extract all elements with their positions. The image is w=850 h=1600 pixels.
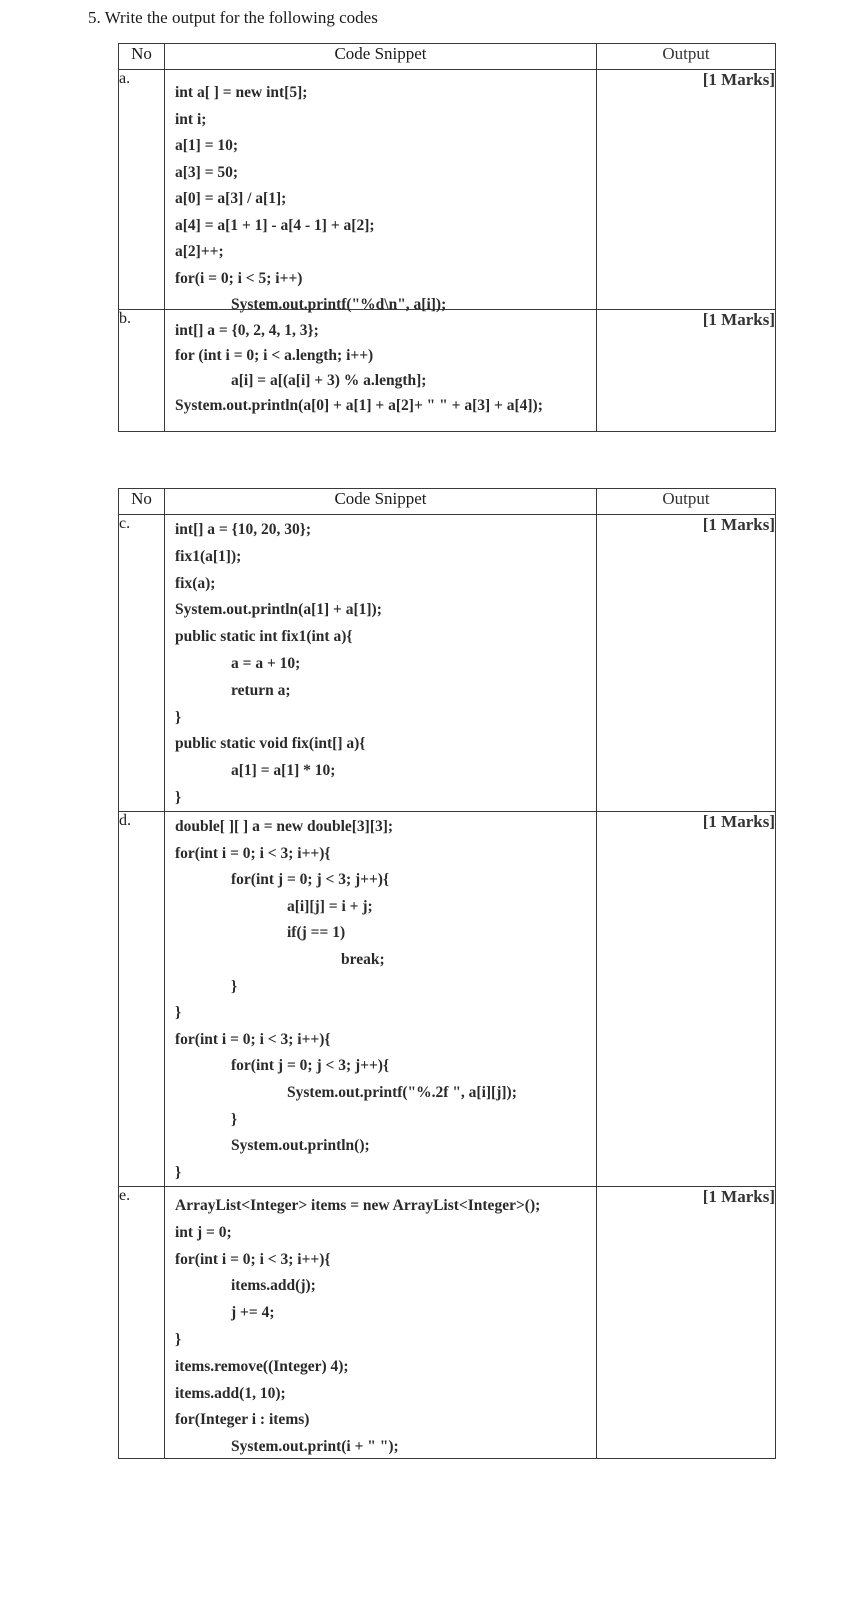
code-line: items.add(1, 10);: [175, 1384, 286, 1402]
header-code-snippet: Code Snippet: [165, 44, 597, 70]
code-line: System.out.printf("%d\n", a[i]);: [231, 296, 447, 313]
code-line: public static int fix1(int a){: [175, 628, 353, 646]
code-line: }: [231, 977, 238, 995]
code-line: public static void fix(int[] a){: [175, 735, 366, 753]
table-header-row: [119, 489, 776, 515]
code-line: for(int i = 0; i < 3; i++){: [175, 844, 331, 862]
header-no: No: [119, 44, 165, 70]
code-line: j += 4;: [231, 1304, 275, 1322]
question-row-b: [119, 310, 776, 432]
code-line: int[] a = {0, 2, 4, 1, 3};: [175, 322, 319, 339]
code-line: items.remove((Integer) 4);: [175, 1357, 349, 1375]
question-heading: 5. Write the output for the following codes: [88, 8, 378, 27]
code-snippet: [165, 1187, 597, 1459]
table-header-row: [119, 44, 776, 70]
code-line: a[i] = a[(a[i] + 3) % a.length];: [231, 372, 427, 389]
code-line: a[1] = a[1] * 10;: [231, 762, 336, 780]
question-row-a: [119, 70, 776, 310]
code-line: for (int i = 0; i < a.length; i++): [175, 347, 374, 364]
code-snippet: [165, 310, 597, 432]
code-line: System.out.println(a[0] + a[1] + a[2]+ " " + a[3] + a[4]);: [175, 397, 543, 414]
code-line: double[ ][ ] a = new double[3][3];: [175, 818, 394, 835]
marks-label: [1 Marks]: [597, 310, 776, 432]
code-line: int j = 0;: [175, 1223, 232, 1241]
header-code-snippet: Code Snippet: [165, 489, 597, 515]
code-line: System.out.println(a[1] + a[1]);: [175, 601, 382, 619]
code-line: fix1(a[1]);: [175, 547, 242, 565]
code-line: for(int i = 0; i < 3; i++){: [175, 1250, 331, 1268]
code-line: fix(a);: [175, 574, 216, 592]
code-line: a[i][j] = i + j;: [287, 897, 373, 915]
marks-label: [1 Marks]: [597, 1187, 776, 1459]
header-output: Output: [597, 44, 776, 70]
code-line: }: [175, 1163, 182, 1181]
code-line: a[1] = 10;: [175, 137, 239, 154]
marks-label: [1 Marks]: [597, 70, 776, 310]
code-line: for(int j = 0; j < 3; j++){: [231, 871, 390, 889]
code-snippet: [165, 812, 597, 1187]
code-snippet: [165, 70, 597, 313]
code-line: a[4] = a[1 + 1] - a[4 - 1] + a[2];: [175, 216, 375, 234]
code-line: items.add(j);: [231, 1277, 316, 1295]
code-line: a[0] = a[3] / a[1];: [175, 190, 287, 207]
question-label: d.: [119, 812, 165, 1187]
code-line: a[3] = 50;: [175, 163, 239, 181]
header-output: Output: [597, 489, 776, 515]
code-line: }: [175, 1331, 182, 1348]
code-line: a[2]++;: [175, 243, 224, 260]
question-label: c.: [119, 515, 165, 812]
marks-label: [1 Marks]: [597, 515, 776, 812]
code-line: return a;: [231, 681, 291, 699]
code-table-1: [118, 43, 776, 432]
header-no: No: [119, 489, 165, 515]
code-line: }: [175, 1004, 182, 1022]
code-line: a = a + 10;: [231, 655, 301, 672]
question-label: e.: [119, 1187, 165, 1459]
code-line: }: [175, 789, 182, 806]
question-label: b.: [119, 310, 165, 432]
code-line: if(j == 1): [287, 924, 346, 942]
code-line: break;: [341, 951, 385, 968]
code-line: System.out.print(i + " ");: [231, 1438, 399, 1456]
code-line: for(i = 0; i < 5; i++): [175, 269, 303, 287]
code-line: }: [231, 1110, 238, 1128]
question-row-c: [119, 515, 776, 812]
code-line: System.out.printf("%.2f ", a[i][j]);: [287, 1084, 517, 1101]
code-line: System.out.println();: [231, 1137, 370, 1155]
code-line: }: [175, 708, 182, 726]
code-line: int[] a = {10, 20, 30};: [175, 521, 311, 538]
question-row-d: [119, 812, 776, 1187]
code-line: for(Integer i : items): [175, 1411, 310, 1429]
code-line: for(int j = 0; j < 3; j++){: [231, 1057, 390, 1075]
code-line: for(int i = 0; i < 3; i++){: [175, 1030, 331, 1048]
code-line: int a[ ] = new int[5];: [175, 84, 308, 101]
marks-label: [1 Marks]: [597, 812, 776, 1187]
question-row-e: [119, 1187, 776, 1459]
question-label: a.: [119, 70, 165, 310]
code-table-2: [118, 488, 776, 1459]
code-snippet: [165, 515, 597, 812]
code-line: int i;: [175, 110, 207, 128]
code-line: ArrayList<Integer> items = new ArrayList<Integer>();: [175, 1197, 541, 1214]
